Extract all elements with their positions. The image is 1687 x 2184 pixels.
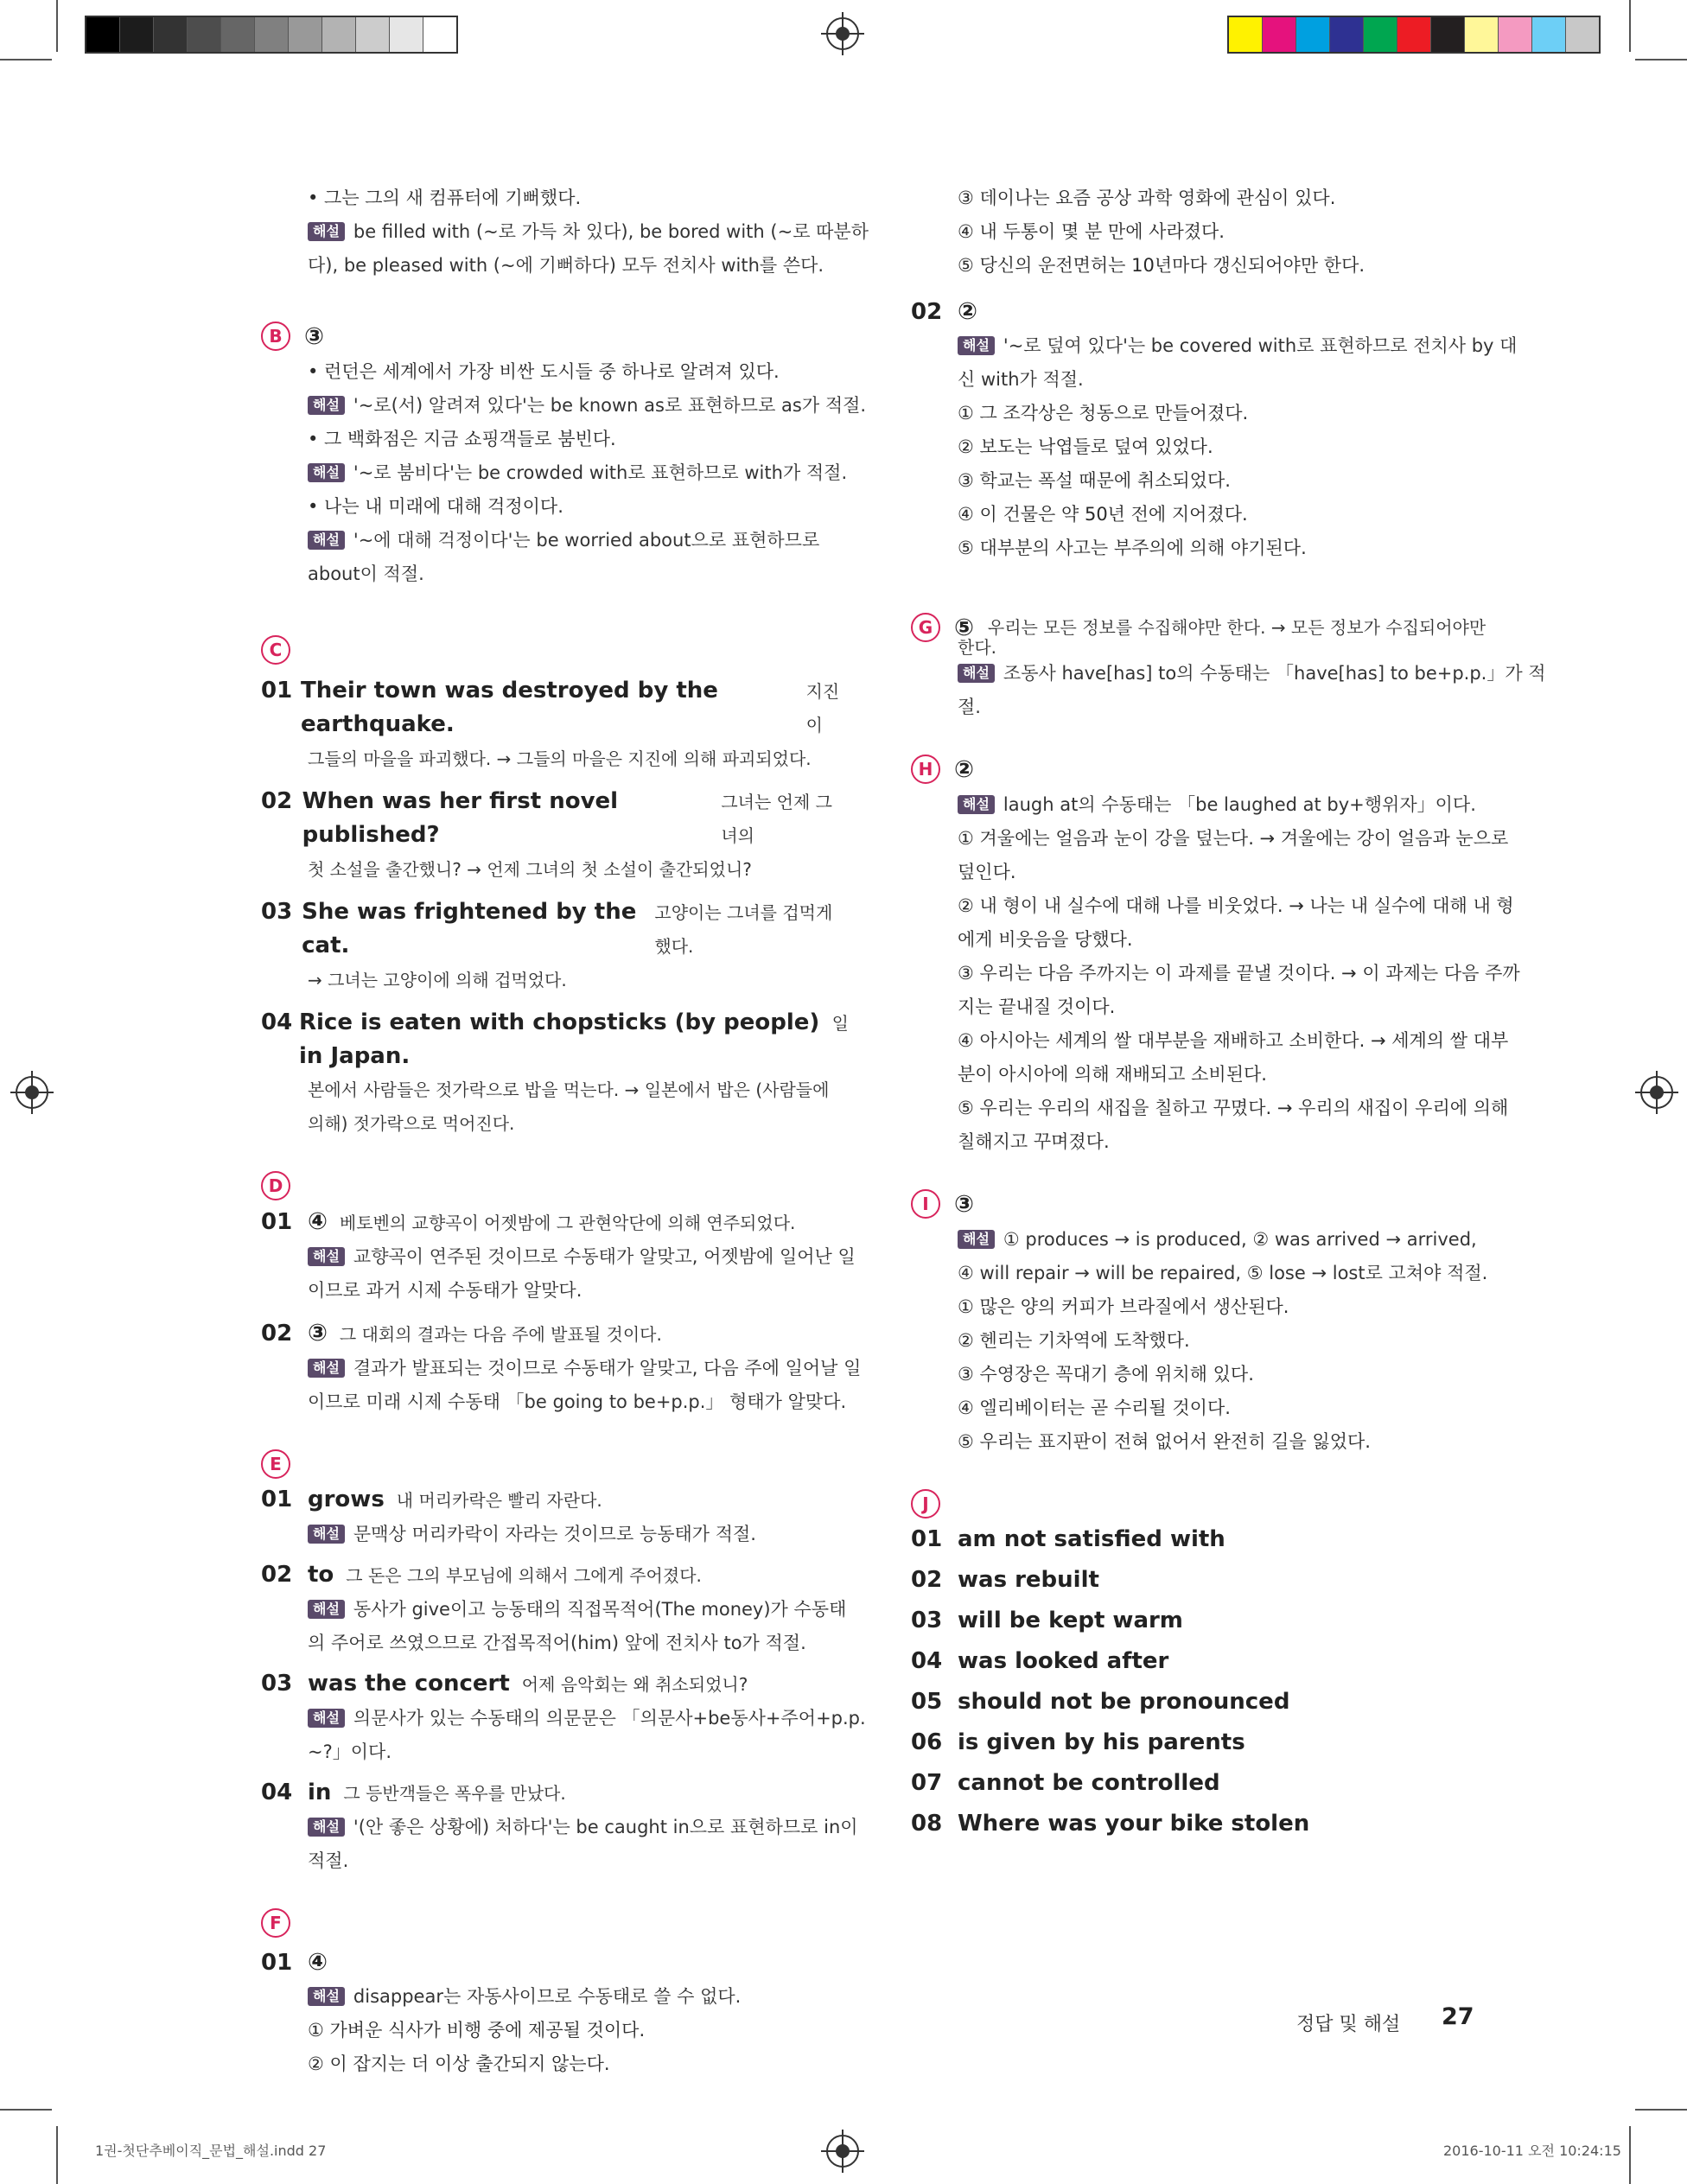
color-swatch: [390, 17, 423, 52]
right-column: ③ 데이나는 요즘 공상 과학 영화에 관심이 있다. ④ 내 두통이 몇 분 만에 사라졌다. ⑤ 당신의 운전면허는 10년마다 갱신되어야만 한다. 02 ② 해설 '~로 덮여 있다'는 be covered with로 표현하므로 전치사 by 대 신 with가 적절. ① 그 조각상은 청동으로 만들어졌다. ② 보도는 낙엽들로 덮여 있었다. ③ 학교는 폭설 때문에 취소되었다. ④ 이 건물은 약 50년 전에 지어졌다. ⑤ 대부분의 사고는 부주의에 의해 야기된다. G ⑤ 우리는 모든 정보를 수집해야만 한다. → 모든 정보가 수집되어야만 한다. 해설 조동사 have[has] to의 수동태는 「have[has] to be+p.p.」가 적 절. H ② 해설 laugh at의 수동태는 「be laughed at by+행위자」이다. ① 겨울에는 얼음과 눈이 강을 덮는다. → 겨울에는 강이 얼음과 눈으로 덮인다. ② 내 형이 내 실수에 대해 나를 비웃었다. → 나는 내 실수에 대해 내 형 에게 비웃음을 당했다. ③ 우리는 다음 주까지는 이 과제를 끝낼 것이다. → 이 과제는 다음 주까 지는 끝내질 것이다. ④ 아시아는 세계의 쌀 대부분을 재배하고 소비한다. → 세계의 쌀 대부 분이 아시아에 의해 재배되고 소비된다. ⑤ 우리는 우리의 새집을 칠하고 꾸몄다. → 우리의 새집이 우리에 의해 칠해지고 꾸며졌다. I ③ 해설 ① produces → is produced, ② was arrived → arrived, ④ will repair → will be repaired, ⑤ lose → lost로 고쳐야 적절. ① 많은 양의 커피가 브라질에서 생산된다. ② 헨리는 기차역에 도착했다. ③ 수영장은 꼭대기 층에 위치해 있다. ④ 엘리베이터는 곧 수리될 것이다. ⑤ 우리는 표지판이 전혀 없어서 완전히 길을 잃었다. J 01 am not satisfied with 02 was rebuilt 03 will be kept warm 04 was looked after 05 should not be pronounced 06 is given by his parents 07 cannot be controlled 08 Where was your bike stolen: [911, 181, 1507, 1848]
crop-mark: [56, 0, 58, 52]
list-item: 01 am not satisfied with: [911, 1526, 1225, 1552]
color-swatch: [356, 17, 390, 52]
color-swatch: [221, 17, 255, 52]
section-letter: I: [911, 1189, 940, 1219]
explanation-line: 해설 '~로(서) 알려져 있다'는 be known as로 표현하므로 as가 적절.: [261, 389, 849, 423]
color-swatch: [86, 17, 120, 52]
section-c-header: [261, 631, 849, 669]
crop-mark: [1635, 59, 1687, 60]
color-swatch: [1397, 17, 1431, 52]
registration-mark-icon: [1640, 1076, 1673, 1109]
color-swatch: [322, 17, 356, 52]
file-slug: 1권-첫단추베이직_문법_해설.indd 27: [95, 2143, 327, 2159]
explanation-line: 다), be pleased with (~에 기뻐하다) 모두 전치사 with를 쓴다.: [308, 255, 824, 276]
sentence-line: • 나는 내 미래에 대해 걱정이다.: [308, 496, 563, 517]
e-item: 04 in 그 등반객들은 폭우를 만났다. 해설 '(안 좋은 상황에) 처하다'는 be caught in으로 표현하므로 in이 적절.: [261, 1780, 858, 1871]
crop-mark: [1635, 2109, 1687, 2111]
section-d-header: [261, 1167, 849, 1205]
c-item: 03 She was frightened by the cat. 고양이는 그녀를 겁먹게 했다. → 그녀는 고양이에 의해 겁먹었다.: [261, 899, 833, 990]
crop-mark: [0, 59, 52, 60]
e-item: 01 grows 내 머리카락은 빨리 자란다. 해설 문맥상 머리카락이 자라는 것이므로 능동태가 적절.: [261, 1487, 756, 1544]
f-item: 01 ④ 해설 disappear는 자동사이므로 수동태로 쓸 수 없다. ① 가벼운 식사가 비행 중에 제공될 것이다. ② 이 잡지는 더 이상 출간되지 않는다.: [261, 1949, 742, 2074]
list-item: 06 is given by his parents: [911, 1729, 1245, 1755]
section-b-header: [261, 317, 849, 355]
section-letter: C: [261, 635, 290, 665]
crop-mark: [56, 2126, 58, 2184]
section-letter: G: [911, 613, 940, 642]
gray-color-bar: [85, 16, 458, 54]
list-item: 08 Where was your bike stolen: [911, 1811, 1310, 1837]
section-e-header: [261, 1445, 849, 1483]
print-timestamp: 2016-10-11 오전 10:24:15: [1443, 2143, 1621, 2159]
sentence-line: • 런던은 세계에서 가장 비싼 도시들 중 하나로 알려져 있다.: [308, 361, 780, 382]
sentence-line: • 그는 그의 새 컴퓨터에 기뻐했다.: [308, 188, 582, 208]
color-swatch: [423, 17, 456, 52]
section-letter: F: [261, 1908, 290, 1938]
color-swatch: [1532, 17, 1566, 52]
color-swatch: [1465, 17, 1499, 52]
color-swatch: [154, 17, 188, 52]
list-item: 07 cannot be controlled: [911, 1770, 1220, 1796]
sentence-line: ③ 데이나는 요즘 공상 과학 영화에 관심이 있다.: [958, 188, 1336, 208]
color-swatch: [1364, 17, 1397, 52]
c-item: 04 Rice is eaten with chopsticks (by people) in Japan. 일 본에서 사람들은 젓가락으로 밥을 먹는다. → 일본에서 밥은 (사람들에 의해) 젓가락으로 먹어진다.: [261, 1009, 849, 1134]
page-number: 27: [1442, 2003, 1474, 2030]
explanation-line: 해설 '~에 대해 걱정이다'는 be worried about으로 표현하므로: [261, 524, 849, 557]
crop-mark: [1629, 2126, 1631, 2184]
c-item: 02 When was her first novel published? 그녀는 언제 그녀의 첫 소설을 출간했니? → 언제 그녀의 첫 소설이 출간되었니?: [261, 788, 832, 880]
color-swatch: [188, 17, 221, 52]
crop-mark: [1629, 0, 1631, 52]
color-swatch: [1263, 17, 1296, 52]
color-swatch: [255, 17, 289, 52]
color-swatch: [1296, 17, 1330, 52]
explanation-line: 해설 be filled with (~로 가득 차 있다), be bored with (~로 따분하: [261, 215, 849, 249]
explanation-line: 해설 '~로 붐비다'는 be crowded with로 표현하므로 with가 적절.: [261, 456, 849, 490]
section-j-header: [911, 1485, 1507, 1523]
list-item: 04 was looked after: [911, 1648, 1169, 1674]
d-item: 01 ④ 베토벤의 교향곡이 어젯밤에 그 관현악단에 의해 연주되었다. 해설 교향곡이 연주된 것이므로 수동태가 알맞고, 어젯밤에 일어난 일 이므로 과거 시제 수동태가 알맞다.: [261, 1208, 856, 1301]
section-i-header: I ③: [911, 1185, 1507, 1223]
section-g-header: G ⑤ 우리는 모든 정보를 수집해야만 한다. → 모든 정보가 수집되어야만: [911, 608, 1507, 646]
registration-mark-icon: [16, 1076, 48, 1109]
section-letter: D: [261, 1171, 290, 1200]
d-item: 02 ③ 그 대회의 결과는 다음 주에 발표될 것이다. 해설 결과가 발표되는 것이므로 수동태가 알맞고, 다음 주에 일어날 일 이므로 미래 시제 수동태 「be going to be+p.p.」 형태가 알맞다.: [261, 1320, 862, 1412]
registration-mark-icon: [826, 17, 859, 50]
c-item: 01 Their town was destroyed by the earthquake. 지진이 그들의 마을을 파괴했다. → 그들의 마을은 지진에 의해 파괴되었다.: [261, 678, 840, 769]
section-letter: H: [911, 755, 940, 784]
registration-mark-icon: [826, 2135, 859, 2168]
explanation-line: about이 적절.: [308, 564, 424, 584]
j-answer-list: [911, 1523, 1507, 1848]
section-f-header: [261, 1904, 849, 1942]
list-item: 03 will be kept warm: [911, 1608, 1183, 1633]
footer-section-label: 정답 및 해설: [1296, 2014, 1401, 2035]
sentence-line: • 그 백화점은 지금 쇼핑객들로 붐빈다.: [308, 429, 616, 449]
left-column: [261, 181, 869, 2081]
color-swatch: [289, 17, 322, 52]
color-swatch: [1566, 17, 1599, 52]
color-swatch: [1499, 17, 1532, 52]
explanation-tag: 해설: [308, 222, 345, 241]
color-swatch: [1229, 17, 1263, 52]
list-item: 05 should not be pronounced: [911, 1689, 1290, 1715]
process-color-bar: [1227, 16, 1601, 54]
section-h-header: H ②: [911, 750, 1507, 788]
color-swatch: [1431, 17, 1465, 52]
list-item: 02 was rebuilt: [911, 1567, 1099, 1593]
crop-mark: [0, 2109, 52, 2111]
color-swatch: [1330, 17, 1364, 52]
e-item: 02 to 그 돈은 그의 부모님에 의해서 그에게 주어졌다. 해설 동사가 give이고 능동태의 직접목적어(The money)가 수동태 의 주어로 쓰였으므로 간접목적어(him) 앞에 전치사 to가 적절.: [261, 1562, 847, 1653]
sentence-line: ④ 내 두통이 몇 분 만에 사라졌다.: [958, 221, 1225, 242]
answer: ③: [304, 322, 324, 350]
section-letter: B: [261, 322, 290, 351]
sentence-line: ⑤ 당신의 운전면허는 10년마다 갱신되어야만 한다.: [958, 255, 1366, 276]
section-letter: E: [261, 1449, 290, 1479]
f-item-02: 02 ② 해설 '~로 덮여 있다'는 be covered with로 표현하므로 전치사 by 대 신 with가 적절. ① 그 조각상은 청동으로 만들어졌다. ② 보도는 낙엽들로 덮여 있었다. ③ 학교는 폭설 때문에 취소되었다. ④ 이 건물은 약 50년 전에 지어졌다. ⑤ 대부분의 사고는 부주의에 의해 야기된다.: [911, 298, 1518, 558]
section-letter: J: [911, 1489, 940, 1519]
e-item: 03 was the concert 어제 음악회는 왜 취소되었니? 해설 의문사가 있는 수동태의 의문문은 「의문사+be동사+주어+p.p. ~?」이다.: [261, 1671, 866, 1762]
color-swatch: [120, 17, 154, 52]
